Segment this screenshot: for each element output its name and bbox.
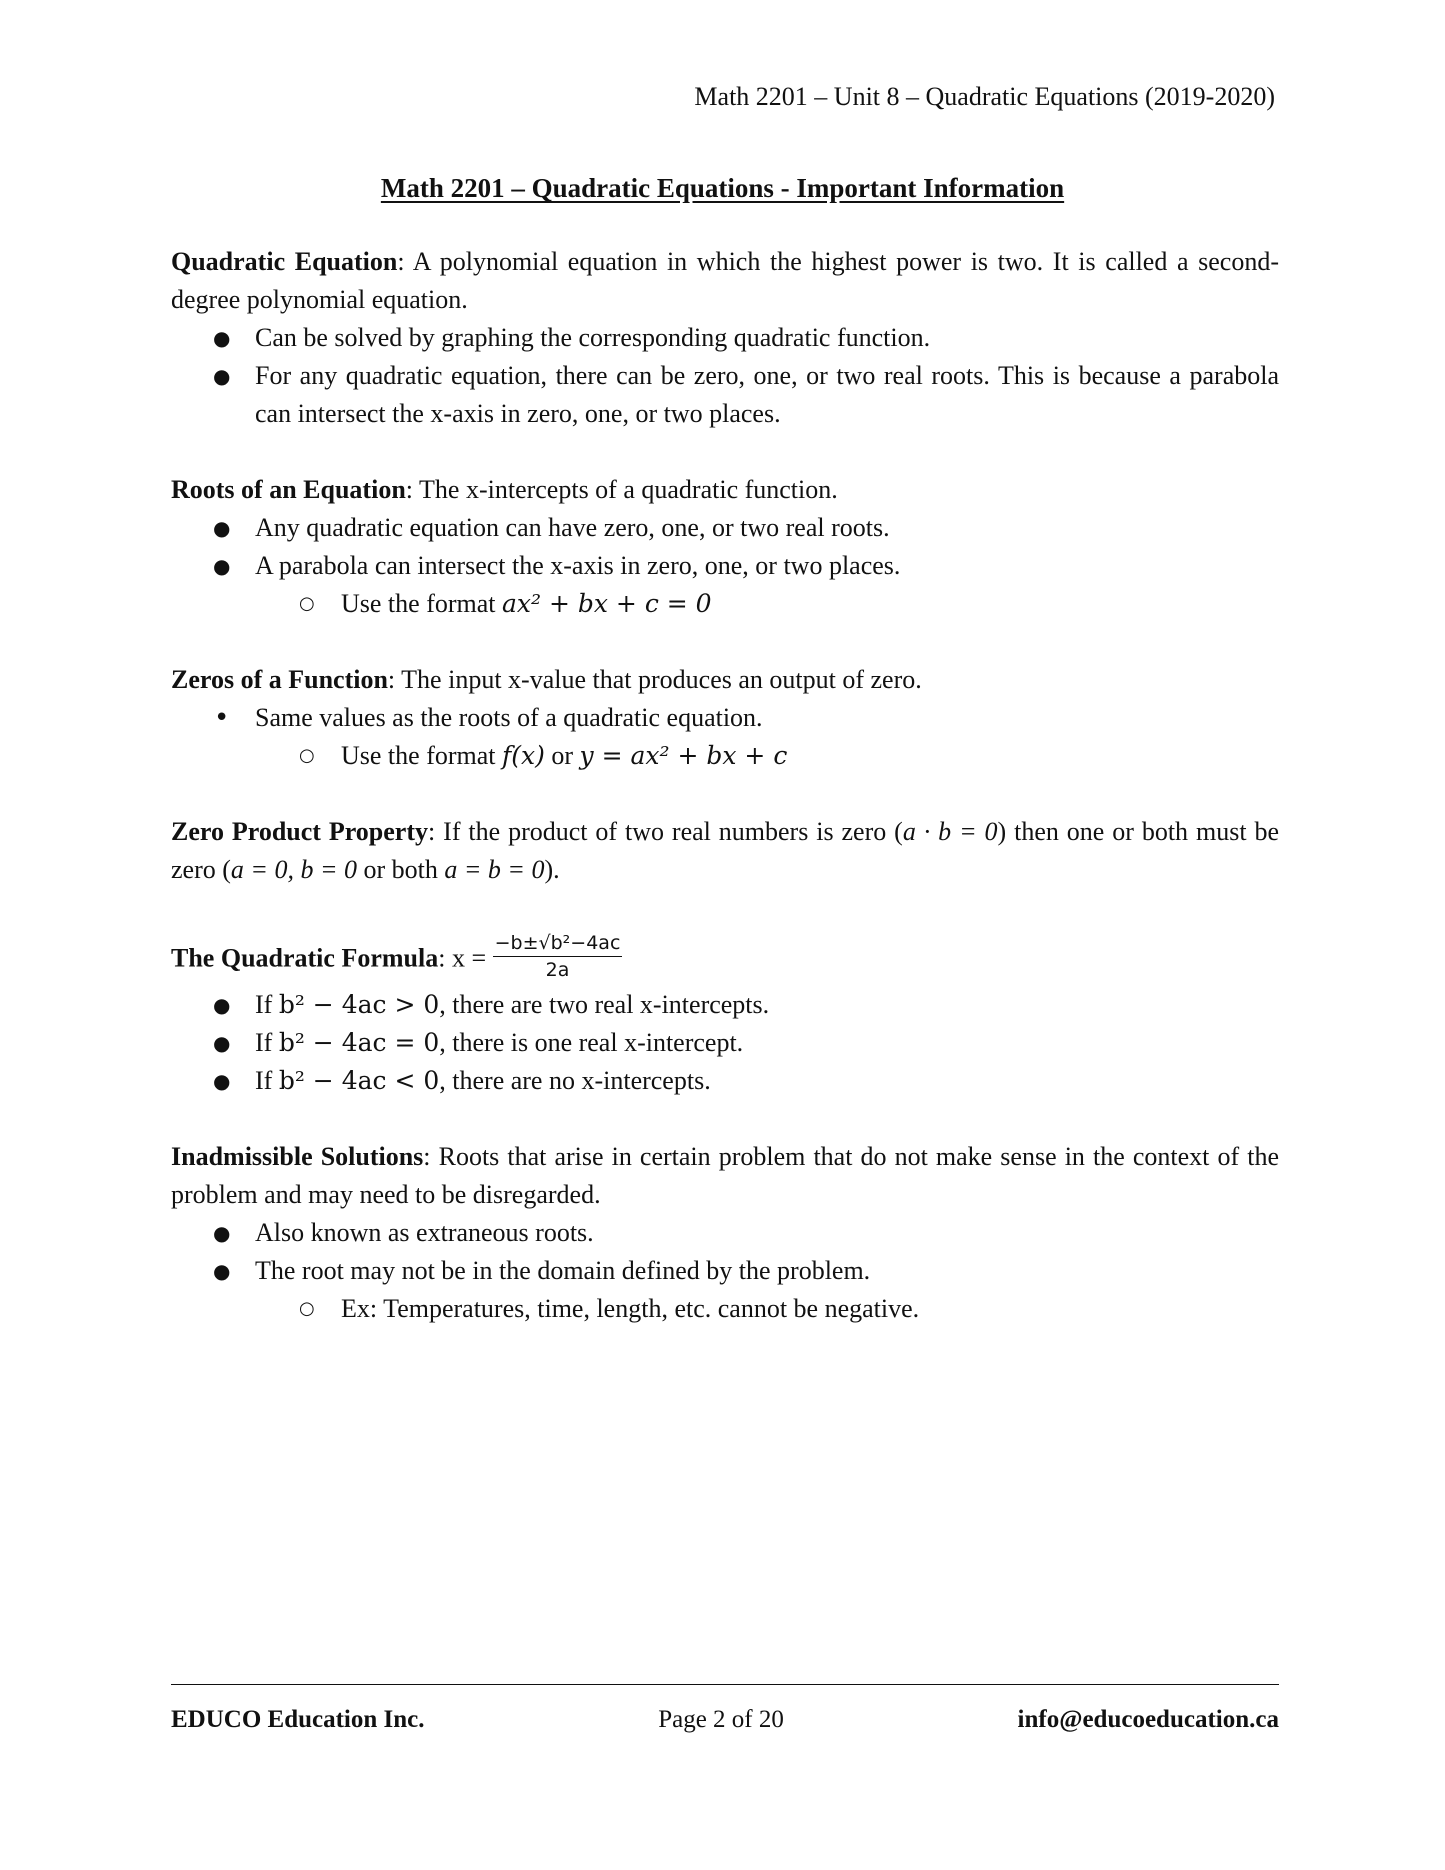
bullet-list [171, 1214, 1279, 1290]
section-zero-product [171, 813, 1279, 889]
sub-text: or [544, 741, 580, 770]
sub-text: Use the format [341, 589, 503, 618]
sub-list-item: ○ Ex: Temperatures, time, length, etc. cannot be negative. [171, 1290, 1279, 1328]
definition-text: : The input x-value that produces an output of zero. [387, 665, 922, 694]
section-roots [171, 471, 1279, 623]
roots-definition [171, 471, 1279, 509]
footer-divider [171, 1684, 1279, 1685]
bullet-text: If [255, 990, 279, 1019]
math-expression: a = 0, b = 0 [230, 855, 357, 884]
list-item [171, 1024, 1279, 1062]
bullet-list [171, 319, 1279, 433]
definition-text: or both [357, 855, 445, 884]
term-zero-product: Zero Product Property [171, 817, 429, 846]
math-expression: b² − 4ac < 0 [278, 1066, 440, 1095]
definition-text: : If the product of two real numbers is zero ( [428, 817, 903, 846]
running-header: Math 2201 – Unit 8 – Quadratic Equations (2019-2020) [694, 82, 1275, 111]
section-zeros [171, 661, 1279, 775]
list-item [171, 1062, 1279, 1100]
sub-bullet-list [171, 1290, 1279, 1328]
inadmissible-definition [171, 1138, 1279, 1214]
bullet-text: If [255, 1066, 279, 1095]
sub-bullet-list [171, 737, 1279, 775]
list-item: ● Any quadratic equation can have zero, one, or two real roots. [171, 509, 1279, 547]
math-expression: b² − 4ac = 0 [278, 1028, 440, 1057]
section-quadratic-formula [171, 932, 1279, 1100]
math-expression: f(x) [502, 741, 545, 770]
definition-text: : Roots that arise in certain problem that do not make sense in the context of the problem and may need to be disregarded. [171, 1142, 1279, 1209]
section-quadratic-equation [171, 243, 1279, 433]
sub-text: Use the format [341, 741, 503, 770]
document-body [171, 243, 1279, 1366]
definition-text: : A polynomial equation in which the highest power is two. It is called a second-degree polynomial equation. [171, 247, 1279, 314]
term-roots: Roots of an Equation [171, 475, 406, 504]
math-expression: a · b = 0 [902, 817, 998, 846]
term-inadmissible: Inadmissible Solutions [171, 1142, 424, 1171]
math-expression: a = b = 0 [444, 855, 545, 884]
bullet-list [171, 699, 1279, 737]
page-title: Math 2201 – Quadratic Equations - Important Information [380, 173, 1065, 203]
footer-company: EDUCO Education Inc. [171, 1706, 425, 1733]
bullet-text: , there are no x-intercepts. [439, 1066, 711, 1095]
term-quadratic-formula: The Quadratic Formula [171, 943, 439, 973]
term-quadratic-equation: Quadratic Equation [171, 247, 398, 276]
quadratic-equation-definition [171, 243, 1279, 319]
formula-numerator: −b±√b²−4ac [493, 931, 623, 957]
list-item: ● For any quadratic equation, there can be zero, one, or two real roots. This is because a parabola can intersect the x-axis in zero, one, or two places. [171, 357, 1279, 433]
bullet-text: , there are two real x-intercepts. [439, 990, 770, 1019]
formula-lead: : x = [438, 943, 493, 973]
list-item: ● Can be solved by graphing the corresponding quadratic function. [171, 319, 1279, 357]
bullet-text: If [255, 1028, 279, 1057]
bullet-list [171, 986, 1279, 1100]
sub-bullet-list [171, 585, 1279, 623]
list-item: ● A parabola can intersect the x-axis in zero, one, or two places. [171, 547, 1279, 585]
term-zeros: Zeros of a Function [171, 665, 388, 694]
list-item: ● The root may not be in the domain defined by the problem. [171, 1252, 1279, 1290]
zeros-definition [171, 661, 1279, 699]
list-item [171, 986, 1279, 1024]
math-expression: b² − 4ac > 0 [278, 990, 440, 1019]
footer-page-number: Page 2 of 20 [658, 1706, 784, 1733]
list-item: • Same values as the roots of a quadratic equation. [171, 699, 1279, 737]
definition-text: : The x-intercepts of a quadratic function. [405, 475, 838, 504]
formula-fraction [493, 931, 623, 982]
math-expression: ax² + bx + c = 0 [502, 589, 712, 618]
quadratic-formula-line [171, 932, 1279, 986]
bullet-list [171, 509, 1279, 585]
definition-text: ) then one or both must be zero ( [171, 817, 1280, 884]
page-footer [171, 1706, 1279, 1734]
section-inadmissible [171, 1138, 1279, 1328]
math-expression: y = ax² + bx + c [579, 741, 788, 770]
bullet-text: , there is one real x-intercept. [439, 1028, 744, 1057]
footer-email: info@educoeducation.ca [1017, 1706, 1279, 1733]
formula-denominator: 2a [545, 959, 570, 981]
definition-text: ). [544, 855, 560, 884]
sub-list-item [171, 585, 1279, 623]
sub-list-item [171, 737, 1279, 775]
list-item: ● Also known as extraneous roots. [171, 1214, 1279, 1252]
